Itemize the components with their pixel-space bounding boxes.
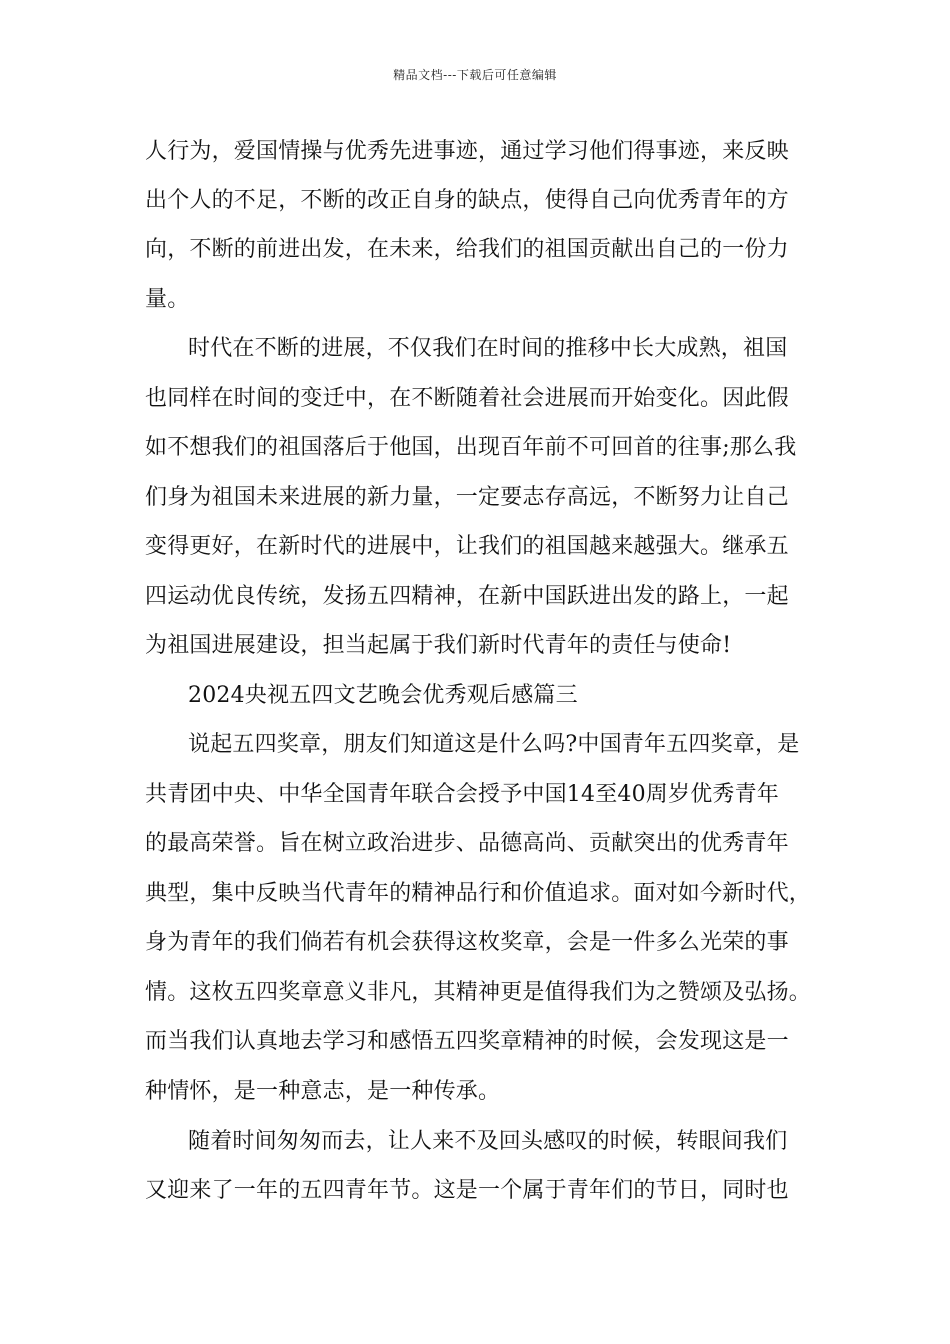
text-line: 们身为祖国未来进展的新力量，一定要志存高远，不断努力让自己 bbox=[145, 485, 789, 510]
text-line: 为祖国进展建设，担当起属于我们新时代青年的责任与使命! bbox=[145, 633, 732, 658]
text-line: 变得更好，在新时代的进展中，让我们的祖国越来越强大。继承五 bbox=[145, 534, 789, 559]
text-line: 向，不断的前进出发，在未来，给我们的祖国贡献出自己的一份力 bbox=[145, 237, 789, 262]
section-heading: 2024央视五四文艺晚会优秀观后感篇三 bbox=[188, 683, 578, 708]
text-line: 种情怀，是一种意志，是一种传承。 bbox=[145, 1079, 501, 1104]
text-line: 量。 bbox=[145, 287, 190, 312]
text-line: 出个人的不足，不断的改正自身的缺点，使得自己向优秀青年的方 bbox=[145, 188, 789, 213]
text-line: 时代在不断的进展，不仅我们在时间的推移中长大成熟，祖国 bbox=[188, 336, 788, 361]
text-line: 随着时间匆匆而去，让人来不及回头感叹的时候，转眼间我们 bbox=[188, 1129, 788, 1154]
text-line: 情。这枚五四奖章意义非凡，其精神更是值得我们为之赞颂及弘扬。 bbox=[145, 980, 812, 1005]
text-line: 也同样在时间的变迁中，在不断随着社会进展而开始变化。因此假 bbox=[145, 386, 789, 411]
page-header: 精品文档---下载后可任意编辑 bbox=[393, 68, 557, 82]
text-line: 四运动优良传统，发扬五四精神，在新中国跃进出发的路上，一起 bbox=[145, 584, 789, 609]
text-line: 说起五四奖章，朋友们知道这是什么吗?中国青年五四奖章，是 bbox=[188, 732, 800, 757]
text-line: 的最高荣誉。旨在树立政治进步、品德高尚、贡献突出的优秀青年 bbox=[145, 831, 789, 856]
text-line: 人行为，爱国情操与优秀先进事迹，通过学习他们得事迹，来反映 bbox=[145, 139, 789, 164]
text-line: 共青团中央、中华全国青年联合会授予中国14至40周岁优秀青年 bbox=[145, 782, 779, 807]
text-line: 典型，集中反映当代青年的精神品行和价值追求。面对如今新时代， bbox=[145, 881, 812, 906]
text-line: 如不想我们的祖国落后于他国，出现百年前不可回首的往事;那么我 bbox=[145, 435, 797, 460]
text-line: 而当我们认真地去学习和感悟五四奖章精神的时候，会发现这是一 bbox=[145, 1029, 789, 1054]
text-line: 身为青年的我们倘若有机会获得这枚奖章，会是一件多么光荣的事 bbox=[145, 930, 789, 955]
text-line: 又迎来了一年的五四青年节。这是一个属于青年们的节日，同时也 bbox=[145, 1178, 789, 1203]
